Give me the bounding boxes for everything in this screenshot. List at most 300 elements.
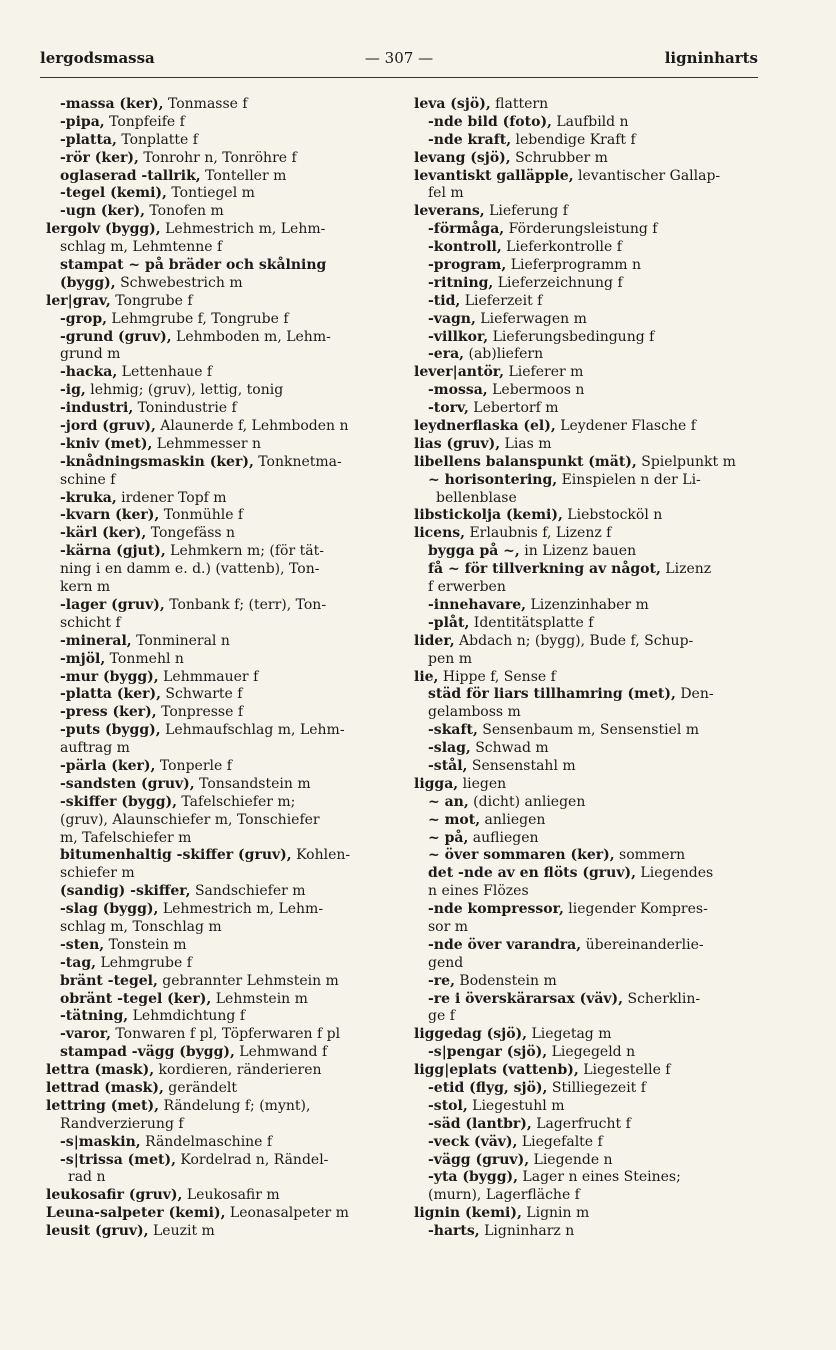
entry-headword: -grop,	[60, 310, 107, 327]
entry-headword: -innehavare,	[428, 596, 527, 613]
entry-translation: Alaunerde f, Lehmboden n	[155, 418, 349, 435]
entry-line	[46, 812, 396, 830]
entry-translation: Scherklin-	[623, 990, 701, 1007]
entry-headword: ~ mot,	[428, 811, 481, 828]
right-guide-word: ligninharts	[664, 49, 758, 67]
entry-translation: Lignin m	[521, 1205, 590, 1222]
entry-headword: -program,	[428, 257, 507, 274]
entry-headword: -stål,	[428, 757, 468, 774]
entry-headword: levantiskt galläpple,	[414, 167, 574, 184]
entry-headword: ligg|eplats (vattenb),	[414, 1062, 579, 1079]
entry-line	[46, 1098, 396, 1116]
entry-line	[46, 704, 396, 722]
entry-translation: Lizenz	[660, 561, 712, 578]
entry-line	[46, 883, 396, 901]
entry-headword: -stol,	[428, 1097, 468, 1114]
entry-headword: -re,	[428, 972, 455, 989]
entry-translation: Liegestuhl m	[467, 1097, 565, 1114]
entry-translation: Lagerfrucht f	[531, 1115, 631, 1132]
entry-headword: leverans,	[414, 203, 485, 220]
entry-line	[46, 901, 396, 919]
entry-headword: -kärl (ker),	[60, 525, 147, 542]
entry-line	[414, 418, 766, 436]
entry-headword: -säd (lantbr),	[428, 1115, 532, 1132]
entry-headword: libstickolja (kemi),	[414, 507, 563, 524]
entry-line	[414, 579, 766, 597]
entry-translation: Liebstocköl n	[562, 507, 663, 524]
entry-line	[414, 1187, 766, 1205]
entry-headword: -s|maskin,	[60, 1133, 141, 1150]
entry-line	[46, 221, 396, 239]
entry-line	[414, 132, 766, 150]
entry-translation: Sandschiefer m	[190, 883, 306, 900]
entry-line	[414, 543, 766, 561]
entry-headword: -harts,	[428, 1223, 480, 1240]
entry-headword: -etid (flyg, sjö),	[428, 1079, 548, 1096]
entry-line	[46, 919, 396, 937]
entry-line	[46, 561, 396, 579]
entry-headword: bygga på ~,	[428, 543, 520, 560]
entry-headword: -skaft,	[428, 722, 478, 739]
entry-translation: Randverzierung f	[60, 1115, 184, 1132]
entry-headword: -slag (bygg),	[60, 901, 159, 918]
entry-headword: leva (sjö),	[414, 96, 491, 112]
entry-translation: liegender Kompres-	[563, 901, 708, 918]
entry-line	[414, 830, 766, 848]
entry-translation: (dicht) anliegen	[468, 793, 586, 810]
entry-translation: Lebermoos n	[487, 382, 585, 399]
entry-translation: Lehmwand f	[234, 1044, 328, 1061]
entry-line	[46, 418, 396, 436]
entry-translation: (gruv), Alaunschiefer m, Tonschiefer	[60, 811, 320, 828]
entry-translation: f erwerben	[428, 579, 506, 596]
entry-line	[46, 633, 396, 651]
entry-line	[414, 901, 766, 919]
entry-headword: leydnerflaska (el),	[414, 418, 556, 435]
entry-translation: Schwad m	[470, 740, 549, 757]
entry-translation: grund m	[60, 346, 121, 363]
entry-line	[414, 991, 766, 1009]
entry-line	[46, 490, 396, 508]
entry-line	[46, 239, 396, 257]
entry-headword: -yta (bygg),	[428, 1169, 518, 1186]
entry-line	[46, 168, 396, 186]
entry-headword: lettring (met),	[46, 1097, 160, 1114]
entry-line	[414, 221, 766, 239]
entry-translation: Tonbank f; (terr), Ton-	[164, 596, 327, 613]
entry-line	[414, 794, 766, 812]
entry-line	[46, 132, 396, 150]
entry-line	[46, 543, 396, 561]
entry-headword: -platta,	[60, 131, 117, 148]
entry-headword: (sandig) -skiffer,	[60, 883, 191, 900]
entry-translation: irdener Topf m	[116, 489, 227, 506]
entry-translation: Lehmgrube f	[96, 954, 192, 971]
entry-headword: leusit (gruv),	[46, 1223, 149, 1240]
entry-line	[414, 776, 766, 794]
entry-translation: Tafelschiefer m;	[176, 793, 296, 810]
entry-translation: Lehmboden m, Lehm-	[171, 328, 331, 345]
entry-headword: ~ an,	[428, 793, 469, 810]
entry-line	[414, 507, 766, 525]
entry-headword: -platta (ker),	[60, 686, 161, 703]
entry-line	[46, 1026, 396, 1044]
entry-translation: Tonofen m	[144, 203, 224, 220]
entry-line	[46, 346, 396, 364]
entry-line	[46, 382, 396, 400]
entry-translation: Sensenstahl m	[467, 757, 576, 774]
entry-line	[414, 651, 766, 669]
entry-translation: Lehmmauer f	[158, 668, 259, 685]
entry-headword: -sandsten (gruv),	[60, 775, 195, 792]
entry-line	[46, 686, 396, 704]
entry-headword: -mur (bygg),	[60, 668, 159, 685]
entry-translation: Tonmühle f	[159, 507, 244, 524]
entry-translation: Tonpresse f	[156, 704, 244, 721]
entry-headword: -industri,	[60, 400, 134, 417]
entry-headword: -veck (väv),	[428, 1133, 518, 1150]
entry-line	[414, 1152, 766, 1170]
entry-line	[46, 311, 396, 329]
entry-line	[414, 400, 766, 418]
entry-headword: -villkor,	[428, 328, 489, 345]
entry-headword: -vagn,	[428, 310, 476, 327]
entry-translation: Tonrohr n, Tonröhre f	[138, 149, 297, 166]
entry-line	[414, 1116, 766, 1134]
entry-headword: -nde kraft,	[428, 131, 512, 148]
entry-translation: rad n	[68, 1169, 106, 1186]
entry-translation: Leydener Flasche f	[555, 418, 696, 435]
entry-line	[46, 973, 396, 991]
entry-line	[414, 436, 766, 454]
entry-translation: Lehmdichtung f	[128, 1008, 246, 1025]
entry-translation: Liegestelle f	[578, 1062, 671, 1079]
entry-translation: liegen	[458, 775, 507, 792]
entry-translation: Liegendes	[635, 865, 714, 882]
entry-translation: Lehmmesser n	[152, 435, 262, 452]
entry-translation: Lieferkontrolle f	[501, 239, 622, 256]
entry-translation: Lehmestrich m, Lehm-	[158, 901, 324, 918]
entry-line	[46, 1044, 396, 1062]
entry-headword: -mjöl,	[60, 650, 106, 667]
entry-translation: Tongrube f	[110, 292, 193, 309]
entry-line	[46, 865, 396, 883]
entry-line	[46, 293, 396, 311]
entry-translation: kordieren, ränderieren	[154, 1062, 322, 1079]
entry-line	[414, 293, 766, 311]
entry-headword: leukosafir (gruv),	[46, 1187, 183, 1204]
entry-translation: Kordelrad n, Rändel-	[175, 1151, 329, 1168]
entry-line	[46, 185, 396, 203]
entry-translation: (ab)liefern	[464, 346, 544, 363]
entry-line	[46, 150, 396, 168]
entry-line	[46, 1205, 396, 1223]
entry-translation: Tongefäss n	[146, 525, 236, 542]
entry-line	[414, 1044, 766, 1062]
entry-headword: lettrad (mask),	[46, 1079, 164, 1096]
entry-translation: Lebertorf m	[468, 400, 559, 417]
entry-headword: stampad -vägg (bygg),	[60, 1044, 235, 1061]
entry-translation: Schwebestrich m	[115, 274, 243, 291]
entry-line	[414, 865, 766, 883]
entry-headword: -nde bild (foto),	[428, 113, 552, 130]
entry-headword: -kontroll,	[428, 239, 502, 256]
entry-translation: Liegetag m	[527, 1026, 612, 1043]
entry-translation: Tonindustrie f	[133, 400, 237, 417]
entry-translation: Lieferer m	[504, 364, 584, 381]
entry-line	[414, 472, 766, 490]
entry-headword: -massa (ker),	[60, 96, 164, 112]
entry-headword: -tid,	[428, 292, 461, 309]
entry-translation: Lizenzinhaber m	[526, 596, 649, 613]
entry-line	[46, 454, 396, 472]
entry-translation: Lehmestrich m, Lehm-	[160, 221, 326, 238]
entry-line	[414, 1080, 766, 1098]
entry-line	[46, 830, 396, 848]
entry-headword: -ritning,	[428, 274, 494, 291]
entry-line	[46, 114, 396, 132]
entry-translation: Tonknetma-	[253, 453, 342, 470]
entry-line	[46, 507, 396, 525]
entry-headword: ~ över sommaren (ker),	[428, 847, 615, 864]
entry-line	[46, 847, 396, 865]
entry-headword: -nde över varandra,	[428, 936, 582, 953]
entry-line	[414, 114, 766, 132]
entry-translation: Lehmaufschlag m, Lehm-	[160, 722, 345, 739]
entry-line	[414, 1062, 766, 1080]
entry-headword: -re i överskärarsax (väv),	[428, 990, 624, 1007]
entry-headword: -sten,	[60, 936, 105, 953]
entry-translation: Leukosafir m	[182, 1187, 280, 1204]
entry-line	[46, 1223, 396, 1241]
entry-translation: aufliegen	[468, 829, 539, 846]
entry-headword: -ig,	[60, 382, 86, 399]
entry-translation: Sensenbaum m, Sensenstiel m	[477, 722, 700, 739]
entry-translation: Tontiegel m	[166, 185, 255, 202]
entry-line	[414, 669, 766, 687]
entry-translation: Schrubber m	[510, 149, 608, 166]
entry-headword: libellens balanspunkt (mät),	[414, 453, 637, 470]
entry-headword: -kruka,	[60, 489, 117, 506]
entry-line	[414, 812, 766, 830]
entry-translation: auftrag m	[60, 740, 130, 757]
entry-headword: -varor,	[60, 1026, 111, 1043]
entry-line	[414, 973, 766, 991]
entry-line	[414, 758, 766, 776]
entry-line	[46, 669, 396, 687]
entry-translation: Lieferzeichnung f	[493, 274, 623, 291]
entry-translation: Rändelmaschine f	[140, 1133, 273, 1150]
entry-headword: lever|antör,	[414, 364, 505, 381]
entry-translation: Lieferprogramm n	[506, 257, 642, 274]
entry-line	[46, 329, 396, 347]
entry-headword: stampat ~ på bräder och skålning	[60, 257, 327, 274]
entry-translation: Lettenhaue f	[117, 364, 213, 381]
entry-line	[46, 740, 396, 758]
entry-translation: Liegefalte f	[517, 1133, 603, 1150]
entry-headword: -förmåga,	[428, 221, 505, 238]
entry-line	[414, 346, 766, 364]
entry-headword: lettra (mask),	[46, 1062, 155, 1079]
entry-headword: -kvarn (ker),	[60, 507, 160, 524]
entry-line	[414, 722, 766, 740]
entry-headword: (bygg),	[60, 274, 116, 291]
entry-line	[46, 937, 396, 955]
entry-line	[414, 311, 766, 329]
entry-headword: licens,	[414, 525, 466, 542]
page-number: — 307 —	[364, 49, 434, 67]
entry-translation: levantischer Gallap-	[573, 167, 721, 184]
entry-translation: schicht f	[60, 614, 121, 631]
entry-headword: -kniv (met),	[60, 435, 153, 452]
entry-headword: -rör (ker),	[60, 149, 139, 166]
entry-headword: -grund (gruv),	[60, 328, 172, 345]
entry-line	[46, 400, 396, 418]
entry-headword: -knådningsmaskin (ker),	[60, 453, 254, 470]
entry-translation: Spielpunkt m	[636, 453, 736, 470]
entry-line	[46, 257, 396, 275]
entry-translation: Tonsandstein m	[194, 775, 311, 792]
entry-headword: lignin (kemi),	[414, 1205, 522, 1222]
entry-headword: -s|pengar (sjö),	[428, 1044, 548, 1061]
entry-line	[414, 561, 766, 579]
entry-translation: gerändelt	[163, 1079, 237, 1096]
entry-translation: Leuzit m	[148, 1223, 215, 1240]
entry-translation: Tonmehl n	[105, 650, 184, 667]
entry-line	[414, 150, 766, 168]
entry-line	[414, 1223, 766, 1241]
entry-translation: Bodenstein m	[454, 972, 557, 989]
entry-headword: -vägg (gruv),	[428, 1151, 530, 1168]
entry-line	[46, 776, 396, 794]
entry-translation: Lager n eines Steines;	[517, 1169, 681, 1186]
entry-translation: schlag m, Lehmtenne f	[60, 239, 223, 256]
entry-translation: Tonmasse f	[163, 96, 248, 112]
entry-line	[414, 633, 766, 651]
entry-translation: Den-	[675, 686, 714, 703]
entry-line	[414, 454, 766, 472]
entry-headword: ler|grav,	[46, 292, 111, 309]
entry-headword: bitumenhaltig -skiffer (gruv),	[60, 847, 292, 864]
entry-translation: Rändelung f; (mynt),	[159, 1097, 311, 1114]
entry-translation: n eines Flözes	[428, 883, 529, 900]
entry-translation: gelamboss m	[428, 704, 521, 721]
entry-line	[414, 257, 766, 275]
entry-line	[46, 96, 396, 114]
entry-headword: -skiffer (bygg),	[60, 793, 177, 810]
entry-translation: Erlaubnis f, Lizenz f	[465, 525, 612, 542]
entry-line	[46, 758, 396, 776]
entry-line	[414, 185, 766, 203]
entry-line	[414, 364, 766, 382]
entry-line	[46, 1008, 396, 1026]
entry-headword: lie,	[414, 668, 439, 685]
entry-translation: gend	[428, 954, 464, 971]
entry-headword: -tätning,	[60, 1008, 129, 1025]
entry-translation: übereinanderlie-	[581, 936, 704, 953]
entry-headword: liggedag (sjö),	[414, 1026, 528, 1043]
entry-line	[46, 1062, 396, 1080]
entry-translation: Schwarte f	[160, 686, 243, 703]
entry-translation: Abdach n; (bygg), Bude f, Schup-	[454, 632, 694, 649]
entry-translation: Identitätsplatte f	[469, 614, 594, 631]
entry-line	[414, 239, 766, 257]
entry-line	[414, 615, 766, 633]
page-header	[40, 45, 758, 71]
entry-translation: schlag m, Tonschlag m	[60, 918, 222, 935]
entry-line	[46, 794, 396, 812]
entry-headword: ligga,	[414, 775, 459, 792]
entry-translation: Förderungsleistung f	[504, 221, 658, 238]
entry-line	[46, 275, 396, 293]
entry-translation: (murn), Lagerfläche f	[428, 1187, 580, 1204]
entry-headword: städ för liars tillhamring (met),	[428, 686, 676, 703]
entry-translation: Liegegeld n	[547, 1044, 636, 1061]
entry-line	[414, 275, 766, 293]
entry-translation: flattern	[490, 96, 549, 112]
entry-translation: schine f	[60, 471, 116, 488]
entry-translation: Lieferung f	[484, 203, 568, 220]
entry-headword: Leuna-salpeter (kemi),	[46, 1205, 226, 1222]
entry-translation: schiefer m	[60, 865, 135, 882]
entry-headword: oglaserad -tallrik,	[60, 167, 201, 184]
entry-headword: -mossa,	[428, 382, 488, 399]
entry-line	[46, 436, 396, 454]
entry-translation: m, Tafelschiefer m	[60, 829, 192, 846]
left-guide-word: lergodsmassa	[40, 49, 155, 67]
entry-headword: -pipa,	[60, 113, 105, 130]
entry-headword: levang (sjö),	[414, 149, 511, 166]
entry-translation: Lehmgrube f, Tongrube f	[106, 310, 289, 327]
entry-translation: lebendige Kraft f	[511, 131, 636, 148]
left-column	[46, 96, 396, 1241]
entry-headword: -pärla (ker),	[60, 757, 156, 774]
entry-line	[414, 955, 766, 973]
entry-translation: bellenblase	[436, 489, 517, 506]
entry-line	[414, 1134, 766, 1152]
entry-line	[46, 615, 396, 633]
entry-translation: Ligninharz n	[479, 1223, 575, 1240]
entry-line	[414, 1026, 766, 1044]
entry-line	[414, 1169, 766, 1187]
entry-line	[46, 1152, 396, 1170]
entry-line	[46, 1116, 396, 1134]
entry-headword: -s|trissa (met),	[60, 1151, 176, 1168]
entry-headword: bränt -tegel,	[60, 972, 158, 989]
entry-headword: -puts (bygg),	[60, 722, 161, 739]
entry-translation: Hippe f, Sense f	[438, 668, 556, 685]
entry-line	[414, 203, 766, 221]
entry-translation: Laufbild n	[551, 113, 629, 130]
entry-translation: anliegen	[480, 811, 546, 828]
entry-translation: Tonteller m	[200, 167, 287, 184]
entry-headword: lias (gruv),	[414, 435, 501, 452]
entry-line	[46, 472, 396, 490]
entry-line	[414, 847, 766, 865]
entry-line	[46, 364, 396, 382]
entry-translation: gebrannter Lehmstein m	[157, 972, 339, 989]
entry-line	[46, 1169, 396, 1187]
entry-line	[46, 1187, 396, 1205]
right-column	[414, 96, 766, 1241]
entry-line	[414, 329, 766, 347]
entry-headword: ~ horisontering,	[428, 471, 558, 488]
entry-line	[46, 579, 396, 597]
entry-translation: Tonmineral n	[131, 632, 230, 649]
entry-translation: Kohlen-	[291, 847, 351, 864]
entry-headword: -tag,	[60, 954, 97, 971]
entry-line	[414, 919, 766, 937]
